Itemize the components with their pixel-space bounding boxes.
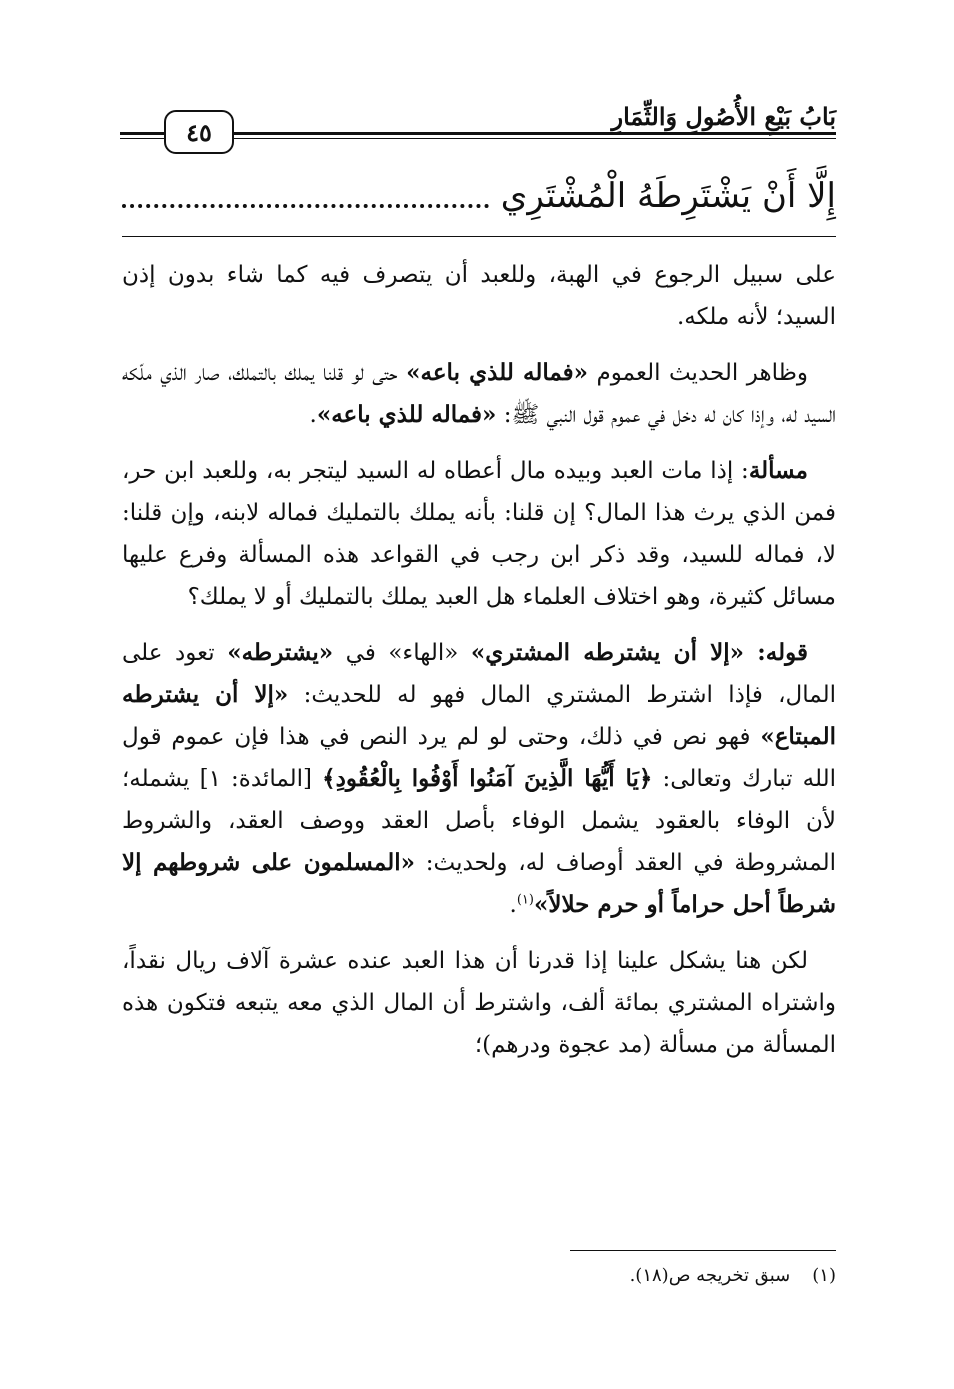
qawluhu-label: قوله	[765, 639, 808, 666]
header-rule	[231, 132, 836, 139]
matn-quote: : «إلا أن يشترطه المشتري»	[470, 639, 766, 666]
text-run: .	[309, 402, 317, 428]
footnote-divider	[570, 1250, 836, 1251]
footnote	[336, 1262, 836, 1290]
text-run: حتى لو قلنا يملك بالتملك، صار الذي ملّكه السيد له، وإذا كان له دخل في عموم قول النبي ﷺ:	[122, 360, 836, 428]
hadith-quote: «المسلمون على شروطهم إلا شرطاً أحل حراماً أو حرم حلالاً»	[122, 849, 836, 918]
paragraph-2	[122, 352, 836, 436]
footnote-ref: (١)	[516, 892, 534, 908]
commentary-body	[122, 254, 836, 1080]
hadith-quote: «إلا أن يشترطه المبتاع»	[122, 681, 836, 750]
text-run: تعود على المال، فإذا اشترط المشتري المال فهو له للحديث:	[122, 640, 836, 708]
word-quote: «يشترطه»	[227, 639, 334, 666]
text-run: فهو نص في ذلك، وحتى لو لم يرد النص في هذا فإن عموم قول الله تبارك وتعالى:	[122, 724, 837, 792]
text-run: : إذا مات العبد وبيده مال أعطاه له السيد ليتجر به، وللعبد ابن حر، فمن الذي يرث هذا المال؟ إن قلنا: بأنه يملك بالتمليك فماله لابنه، وإن قلنا: لا، فماله للسيد، وقد ذكر ابن رجب في القواعد هذه المسألة وفرع عليها مسائل كثيرة، وهو اختلاف العلماء هل العبد يملك بالتمليك أو لا يملك؟	[122, 458, 836, 610]
dotted-leader	[122, 204, 489, 208]
footnote-text: سبق تخريجه ص(١٨).	[629, 1265, 791, 1286]
quran-verse: ﴿يَا أَيُّهَا الَّذِينَ آمَنُوا أَوْفُوا بِالْعُقُودِ﴾	[322, 765, 653, 792]
hadith-quote: «فماله للذي باعه»	[316, 401, 497, 428]
issue-label: مسألة	[748, 457, 808, 484]
text-run: «الهاء» في	[333, 640, 471, 666]
text-run: وظاهر الحديث العموم	[588, 360, 808, 386]
paragraph-5: لكن هنا يشكل علينا إذا قدرنا أن هذا العبد عنده عشرة آلاف ريال نقداً، واشتراه المشتري بمائة ألف، واشترط أن المال الذي معه يتبعه فتكون هذه المسألة من مسألة (مد عجوة ودرهم)؛	[122, 948, 836, 1058]
header-rule-left	[120, 132, 164, 139]
chapter-title: بَابُ بَيْعِ الأُصُولِ وَالثِّمَارِ	[611, 102, 836, 131]
footnote-marker: (١)	[812, 1265, 836, 1286]
text-run: [المائدة: ١] يشمله؛ لأن الوفاء بالعقود يشمل الوفاء بأصل العقد ووصف العقد، والشروط المشروطة في العقد أوصاف له، ولحديث:	[122, 766, 836, 876]
paragraph-1: على سبيل الرجوع في الهبة، وللعبد أن يتصرف فيه كما شاء بدون إذن السيد؛ لأنه ملكه.	[122, 262, 836, 330]
paragraph-3	[122, 450, 836, 618]
hadith-quote: «فماله للذي باعه»	[406, 359, 589, 386]
page-number: ٤٥	[164, 110, 234, 154]
paragraph-4	[122, 632, 836, 926]
matn-heading	[122, 166, 836, 226]
text-run: .	[509, 892, 517, 918]
running-header	[120, 98, 836, 162]
matn-divider	[122, 236, 836, 237]
matn-text: إِلَّا أَنْ يَشْتَرِطَهُ الْمُشْتَرِي	[500, 176, 836, 216]
